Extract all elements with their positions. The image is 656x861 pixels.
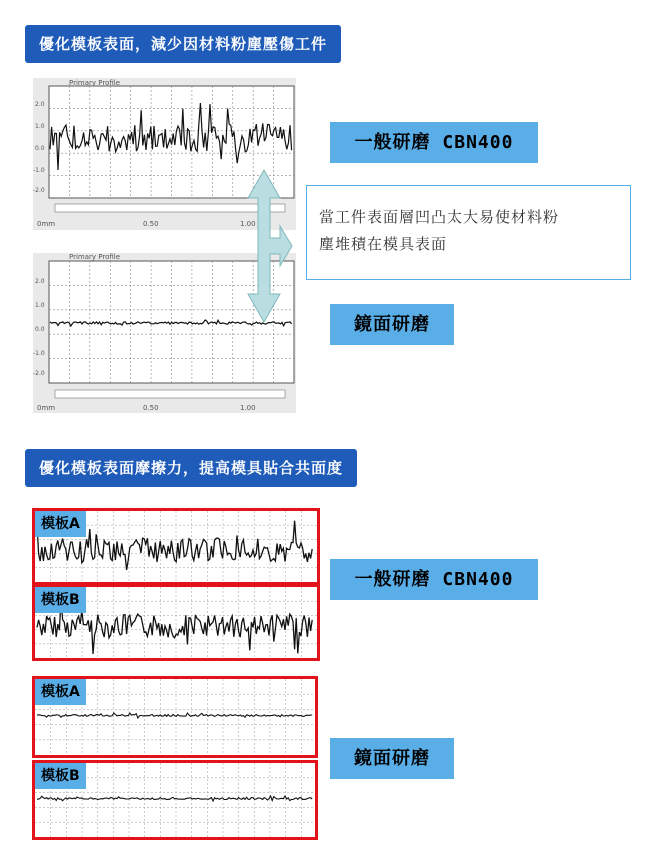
y-tick: -2.0 bbox=[33, 187, 45, 194]
mirror-panel-b bbox=[32, 760, 318, 840]
note-line: 當工件表面層凹凸太大易使材料粉 bbox=[319, 208, 560, 226]
note-line: 塵堆積在模具表面 bbox=[319, 235, 448, 253]
tag-mirror-grinding: 鏡面研磨 bbox=[330, 738, 454, 779]
rough-panel-a bbox=[32, 508, 320, 585]
x-tick: 0.50 bbox=[143, 404, 159, 412]
plate-b-label: 模板B bbox=[35, 587, 86, 613]
y-tick: 1.0 bbox=[35, 302, 45, 309]
y-tick: -1.0 bbox=[33, 350, 45, 357]
y-tick: -1.0 bbox=[33, 167, 45, 174]
y-tick: 0.0 bbox=[35, 326, 45, 333]
mirror-panel-a bbox=[32, 676, 318, 758]
tag-normal-grinding-cbn400: 一般研磨 CBN400 bbox=[330, 559, 538, 600]
plate-b-label: 模板B bbox=[35, 763, 86, 789]
y-tick: 2.0 bbox=[35, 101, 45, 108]
y-tick: 1.0 bbox=[35, 123, 45, 130]
double-arrow-icon bbox=[246, 168, 296, 324]
y-tick: 2.0 bbox=[35, 278, 45, 285]
plate-a-label: 模板A bbox=[35, 511, 86, 537]
rough-panel-b bbox=[32, 584, 320, 661]
x-tick: 0mm bbox=[37, 404, 56, 412]
x-tick: 0.50 bbox=[143, 220, 159, 228]
tag-mirror-grinding: 鏡面研磨 bbox=[330, 304, 454, 345]
section1-header: 優化模板表面，減少因材料粉塵壓傷工件 bbox=[25, 25, 341, 63]
dust-explanation-note bbox=[306, 185, 631, 280]
chart-title: Primary Profile bbox=[69, 253, 121, 261]
section2-header: 優化模板表面摩擦力，提高模具貼合共面度 bbox=[25, 449, 357, 487]
y-tick: 0.0 bbox=[35, 145, 45, 152]
x-tick: 1.00 bbox=[240, 404, 256, 412]
tag-normal-grinding-cbn400: 一般研磨 CBN400 bbox=[330, 122, 538, 163]
y-tick: -2.0 bbox=[33, 370, 45, 377]
x-tick: 0mm bbox=[37, 220, 56, 228]
scrollbar[interactable] bbox=[55, 390, 285, 398]
plate-a-label: 模板A bbox=[35, 679, 86, 705]
x-tick: 1.00 bbox=[240, 220, 256, 228]
chart-title: Primary Profile bbox=[69, 79, 121, 87]
